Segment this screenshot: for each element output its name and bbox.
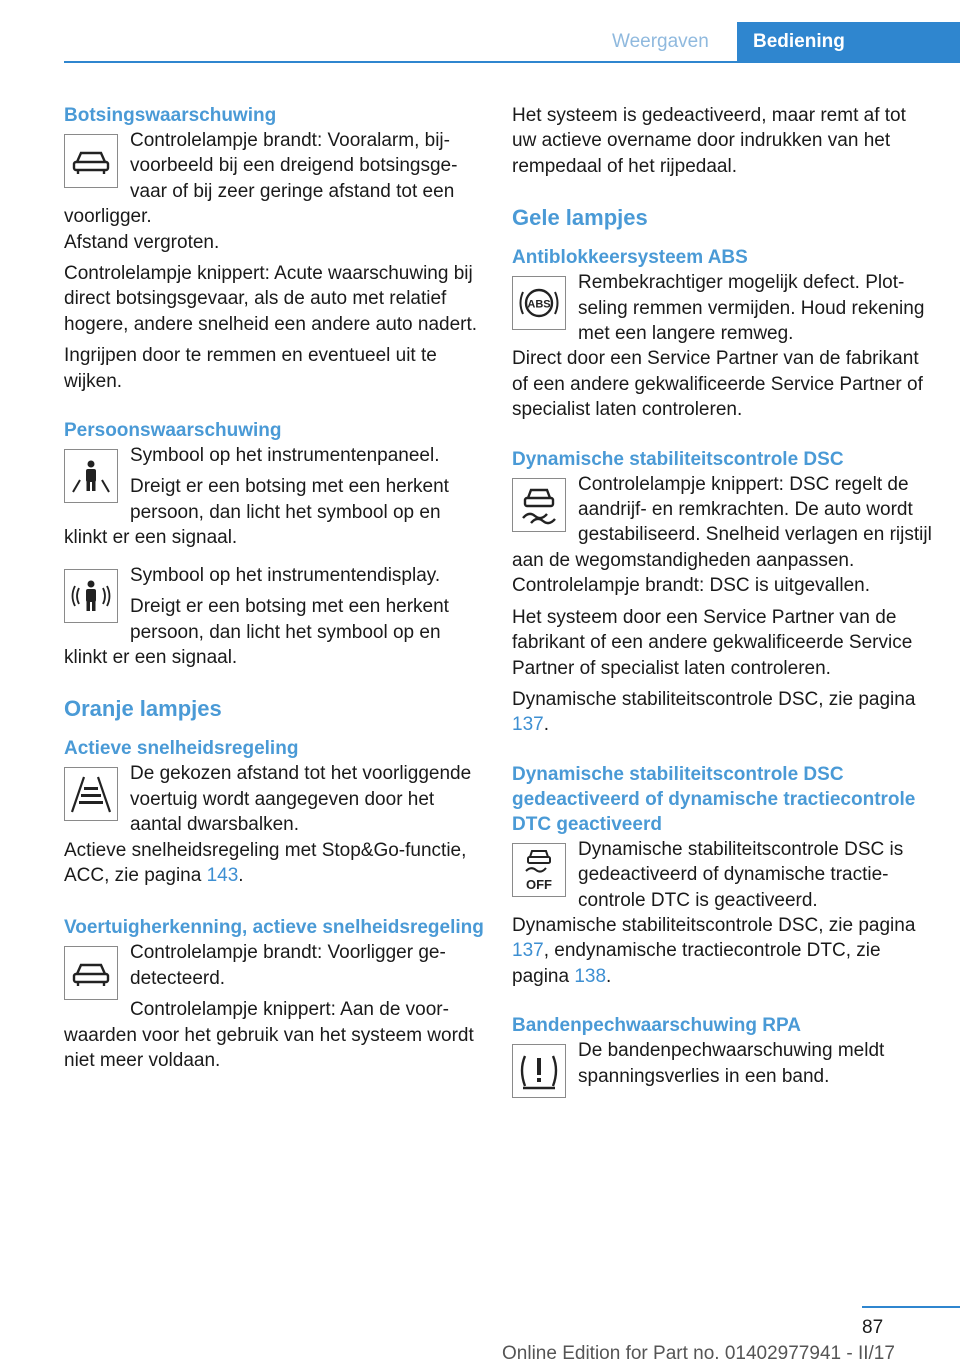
- abs-text-2: Direct door een Service Partner van de fabrikant of een andere gekwalificeerde Service Partner of specialist laten controleren.: [512, 348, 923, 421]
- heading-dsc: Dynamische stabiliteitscontrole DSC: [512, 448, 844, 470]
- dsc-text-1: Controlelampje knippert: DSC regelt de aandrijf- en remkrachten. De auto wordt gestabiliseerd. Snelheid verlagen en rijstijl aan de wegomstandigheden aanpassen.: [512, 473, 932, 571]
- entry-vehicle: [64, 940, 484, 1073]
- header-section: Weergaven: [612, 31, 709, 52]
- page-link-143[interactable]: 143: [206, 864, 239, 886]
- heading-abs: Antiblokkeersysteem ABS: [512, 247, 748, 269]
- entry-dtc: [512, 837, 932, 913]
- dtc-text-1: Dynamische stabiliteitscontrole DSC is gedeactiveerd of dynamische tractiecontrole DTC is geactiveerd.: [578, 838, 904, 911]
- entry-abs: [512, 270, 932, 346]
- heading-persoonswaarschuwing: Persoonswaarschuwing: [64, 420, 282, 442]
- dsc-off-icon: [512, 843, 566, 897]
- svg-text:ABS: ABS: [527, 298, 551, 311]
- vehicle-text-2: Controlelampje knippert: Aan de voorwaarden voor het gebruik van het systeem wordt niet meer voldaan.: [64, 999, 474, 1071]
- dtc-text-2: Dynamische stabiliteitscontrole DSC, zie pagina 137, endynamische tractiecontrole DTC, zie pagina 138.: [512, 914, 916, 987]
- heading-actieve-snelheidsregeling: Actieve snelheidsregeling: [64, 738, 299, 760]
- vehicle-text-1: Controlelampje brandt: Voorligger gedetecteerd.: [130, 942, 446, 989]
- vehicle-detected-icon: [64, 946, 118, 1000]
- abs-icon: [512, 276, 566, 330]
- person-display-text-1: Symbool op het instrumentendisplay.: [130, 564, 441, 586]
- svg-text:OFF: OFF: [526, 876, 552, 892]
- entry-rpa: [512, 1038, 932, 1102]
- collision-text-2: Afstand vergroten.: [64, 231, 220, 253]
- entry-collision: [64, 128, 484, 230]
- pedestrian-warning-icon: [64, 449, 118, 503]
- rpa-text-1: De bandenpechwaarschuwing meldt spanningsverlies in een band.: [578, 1040, 885, 1087]
- collision-text-1: Controlelampje brandt: Vooralarm, bijvoorbeeld bij een dreigend botsingsgevaar of bij zeer geringe afstand tot een voorligger.: [64, 130, 458, 228]
- person-display-text-2: Dreigt er een botsing met een herkent persoon, dan licht het symbool op en klinkt er een signaal.: [64, 596, 449, 668]
- right-column: [512, 103, 932, 1102]
- header-chapter-tab: [737, 22, 960, 63]
- entry-acc: [64, 761, 484, 837]
- entry-dsc: [512, 472, 932, 574]
- collision-text-4: Ingrijpen door te remmen en eventueel uit te wijken.: [64, 345, 437, 392]
- acc-text-2: Actieve snelheidsregeling met Stop&Go-functie, ACC, zie pagina 143.: [64, 839, 467, 886]
- left-column: [64, 103, 484, 1073]
- person-panel-text-1: Symbool op het instrumentenpaneel.: [130, 445, 440, 467]
- entry-person-display: [64, 563, 484, 671]
- heading-botsingswaarschuwing: Botsingswaarschuwing: [64, 105, 277, 126]
- intro-text: Het systeem is gedeactiveerd, maar remt af tot uw actieve overname door indrukken van het rempedaal of het rijpedaal.: [512, 105, 906, 177]
- page-link-137b[interactable]: 137: [512, 940, 544, 962]
- collision-text-3: Controlelampje knippert: Acute waarschuwing bij direct botsingsgevaar, als de auto met relatief hogere, andere snelheid een andere auto nadert.: [64, 263, 478, 335]
- heading-voertuigherkenning: Voertuigherkenning, actieve snelheidsregeling: [64, 917, 484, 939]
- page-number-rule: [862, 1306, 960, 1308]
- page-number: 87: [862, 1317, 884, 1338]
- heading-oranje-lampjes: Oranje lampjes: [64, 696, 222, 722]
- dsc-text-4: Dynamische stabiliteitscontrole DSC, zie pagina 137.: [512, 688, 916, 736]
- person-panel-text-2: Dreigt er een botsing met een herkent persoon, dan licht het symbool op en klinkt er een signaal.: [64, 476, 449, 549]
- entry-person-panel: [64, 443, 484, 551]
- tire-warning-icon: [512, 1044, 566, 1098]
- header-chapter-label: Bediening: [753, 31, 845, 52]
- dsc-icon: [512, 478, 566, 532]
- page-link-137[interactable]: 137: [512, 714, 544, 736]
- heading-rpa: Bandenpechwaarschuwing RPA: [512, 1015, 801, 1037]
- acc-text-1: De gekozen afstand tot het voorliggende voertuig wordt aangegeven door het aantal dwarsbalken.: [130, 763, 472, 836]
- abs-text-1: Rembekrachtiger mogelijk defect. Plotseling remmen vermijden. Houd rekening met een langere remweg.: [578, 272, 925, 345]
- page-link-138[interactable]: 138: [574, 965, 607, 987]
- heading-gele-lampjes: Gele lampjes: [512, 205, 648, 231]
- distance-bars-icon: [64, 767, 118, 821]
- dsc-text-2: Controlelampje brandt: DSC is uitgevallen.: [512, 575, 871, 597]
- dsc-text-3: Het systeem door een Service Partner van de fabrikant of een andere gekwalificeerde Service Partner of specialist laten controleren.: [512, 606, 913, 679]
- footer-edition: Online Edition for Part no. 01402977941 - II/17: [502, 1343, 895, 1364]
- car-warning-icon: [64, 134, 118, 188]
- pedestrian-signal-icon: [64, 569, 118, 623]
- heading-dtc: Dynamische stabiliteitscontrole DSC gedeactiveerd of dynamische tractiecontrole DTC geactiveerd: [512, 763, 916, 835]
